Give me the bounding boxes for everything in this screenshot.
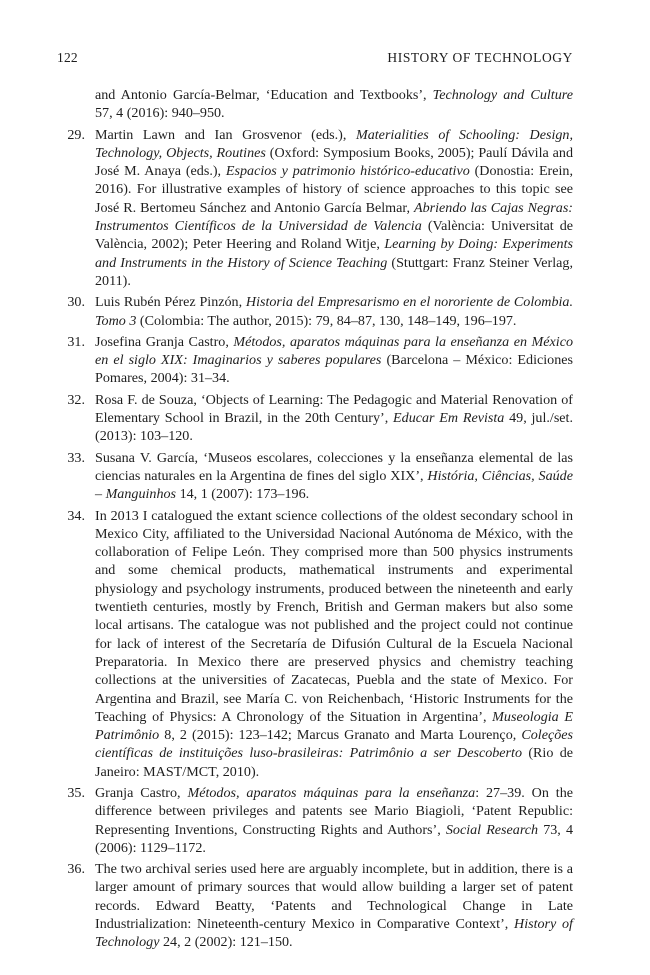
text-run: (Barcelona – México: Ediciones Pomares, 2004): 31–34. — [95, 352, 573, 387]
running-title: HISTORY OF TECHNOLOGY — [387, 50, 573, 65]
text-run: 8, 2 (2015): 123–142; Marcus Granato and Marta Lourenço, — [159, 727, 522, 744]
text-run: (Donostia: Erein, 2016). For illustrative examples of history of science approaches to this topic see José R. Bertomeu Sánchez and Antonio García Belmar, — [95, 163, 573, 216]
italic-title: History of Technology — [95, 916, 573, 951]
running-head — [57, 50, 573, 66]
text-run: (Oxford: Symposium Books, 2005); Paulí Dávila and José M. Anaya (eds.), — [95, 144, 573, 180]
endnotes-list — [57, 86, 573, 955]
text-run: 57, 4 (2016): 940–950. — [95, 105, 225, 122]
text-run: (València: Universitat de València, 2002); Peter Heering and Roland Witje, — [95, 218, 573, 253]
text-run: (Stuttgart: Franz Steiner Verlag, 2011). — [95, 254, 573, 289]
italic-title: Métodos, aparatos máquinas para la enseñanza — [187, 784, 476, 801]
italic-title: Abriendo las Cajas Negras: Instrumentos Científicos de la Universidad de Valencia — [95, 199, 573, 235]
text-run: Luis Rubén Pérez Pinzón, — [95, 294, 246, 311]
page-number: 122 — [57, 50, 78, 65]
endnote-text — [95, 449, 573, 504]
text-run: Susana V. García, ‘Museos escolares, colecciones y la enseñanza elemental de las ciencias naturales en la Argentina de fines del siglo XIX’, — [95, 449, 573, 484]
endnote-text — [95, 860, 573, 951]
endnote-text — [95, 86, 573, 123]
endnote-text — [95, 293, 573, 330]
endnote-text — [95, 507, 573, 781]
italic-title: Educar Em Revista — [393, 410, 505, 427]
text-run: Rosa F. de Souza, ‘Objects of Learning: The Pedagogic and Material Renovation of Elementary School in Brazil, in the 20th Century’, — [95, 391, 573, 427]
endnote-number: 34. — [67, 507, 85, 524]
italic-title: Museologia E Patrimônio — [95, 708, 573, 744]
endnote-number: 33. — [67, 449, 85, 466]
italic-title: Espacios y patrimonio histórico-educativo — [225, 163, 470, 180]
italic-title: Métodos, aparatos máquinas para la enseñanza en México en el siglo XIX: Imaginarios y saberes populares — [95, 333, 573, 369]
text-run: Martin Lawn and Ian Grosvenor (eds.), — [95, 126, 356, 143]
text-run: 73, 4 (2006): 1129–1172. — [95, 821, 573, 856]
endnote-text — [95, 333, 573, 388]
endnote-number: 31. — [67, 333, 85, 350]
italic-title: História, Ciências, Saúde – Manguinhos — [95, 467, 573, 503]
text-run: and Antonio García-Belmar, ‘Education and Textbooks’, — [95, 87, 433, 103]
endnote — [57, 507, 573, 781]
endnote — [57, 293, 573, 330]
text-run: The two archival series used here are arguably incomplete, but in addition, there is a larger amount of primary sources that would allow building a larger set of patent records. Edward Beatty, ‘Patents and Technological Change in Late Industrialization: Nineteenth-century Mexico in Comparative Context’, — [95, 861, 573, 933]
italic-title: Social Research — [445, 821, 539, 838]
text-run: (Colombia: The author, 2015): 79, 84–87, 130, 148–149, 196–197. — [136, 312, 517, 329]
italic-title: Historia del Empresarismo en el nororiente de Colombia. Tomo 3 — [95, 294, 574, 329]
text-run: (Rio de Janeiro: MAST/MCT, 2010). — [95, 745, 573, 780]
endnote — [57, 784, 573, 857]
text-run: In 2013 I catalogued the extant science collections of the oldest secondary school in Mexico City, affiliated to the Universidad Nacional Autónoma de México, with the collaboration of Felipe León. They comprised more than 500 physics instruments and some chemical products, mathematical instruments and experimental physiology and psychology instruments, produced between the nineteenth and early twentieth centuries, mostly by French, British and German makers but also some local artisans. The catalogue was not published and the project could not continue for lack of interest of the Secretaría de Difusión Cultural de la Escuela Nacional Preparatoria. In Mexico there are preserved physics and chemistry teaching collections at the universities of Zacatecas, Puebla and the state of Mexico. For Argentina and Brazil, see María C. von Reichenbach, ‘Historic Instruments for the Teaching of Physics: A Chronology of the Situation in Argentina’, — [95, 507, 573, 725]
endnote-number: 32. — [67, 391, 85, 408]
endnote — [57, 333, 573, 388]
endnote-number: 36. — [67, 861, 85, 878]
italic-title: Technology and Culture — [432, 87, 573, 103]
endnote — [57, 126, 573, 291]
text-run: 49, jul./set. (2013): 103–120. — [95, 410, 573, 445]
text-run: Josefina Granja Castro, — [95, 333, 234, 350]
endnote-text — [95, 784, 573, 857]
italic-title: Materialities of Schooling: Design, Technology, Objects, Routines — [95, 126, 573, 161]
text-run: 24, 2 (2002): 121–150. — [159, 934, 293, 951]
endnote-number: 29. — [67, 126, 85, 143]
endnote — [57, 391, 573, 446]
text-run: : 27–39. On the difference between privileges and patents see Mario Biagioli, ‘Patent Republic: Representing Inventions, Constructing Rights and Authors’, — [95, 784, 573, 838]
endnote — [57, 860, 573, 951]
endnote-number: 35. — [67, 784, 85, 801]
endnote-number: 30. — [67, 294, 85, 311]
text-run: Granja Castro, — [95, 784, 188, 801]
endnote — [57, 449, 573, 504]
italic-title: Coleções científicas de instituições luso-brasileiras: Patrimônio a ser Descoberto — [95, 727, 573, 762]
endnote-text — [95, 391, 573, 446]
endnote-text — [95, 126, 573, 291]
text-run: 14, 1 (2007): 173–196. — [176, 486, 310, 503]
italic-title: Learning by Doing: Experiments and Instruments in the History of Science Teaching — [95, 236, 574, 271]
endnote-continuation — [57, 86, 573, 123]
